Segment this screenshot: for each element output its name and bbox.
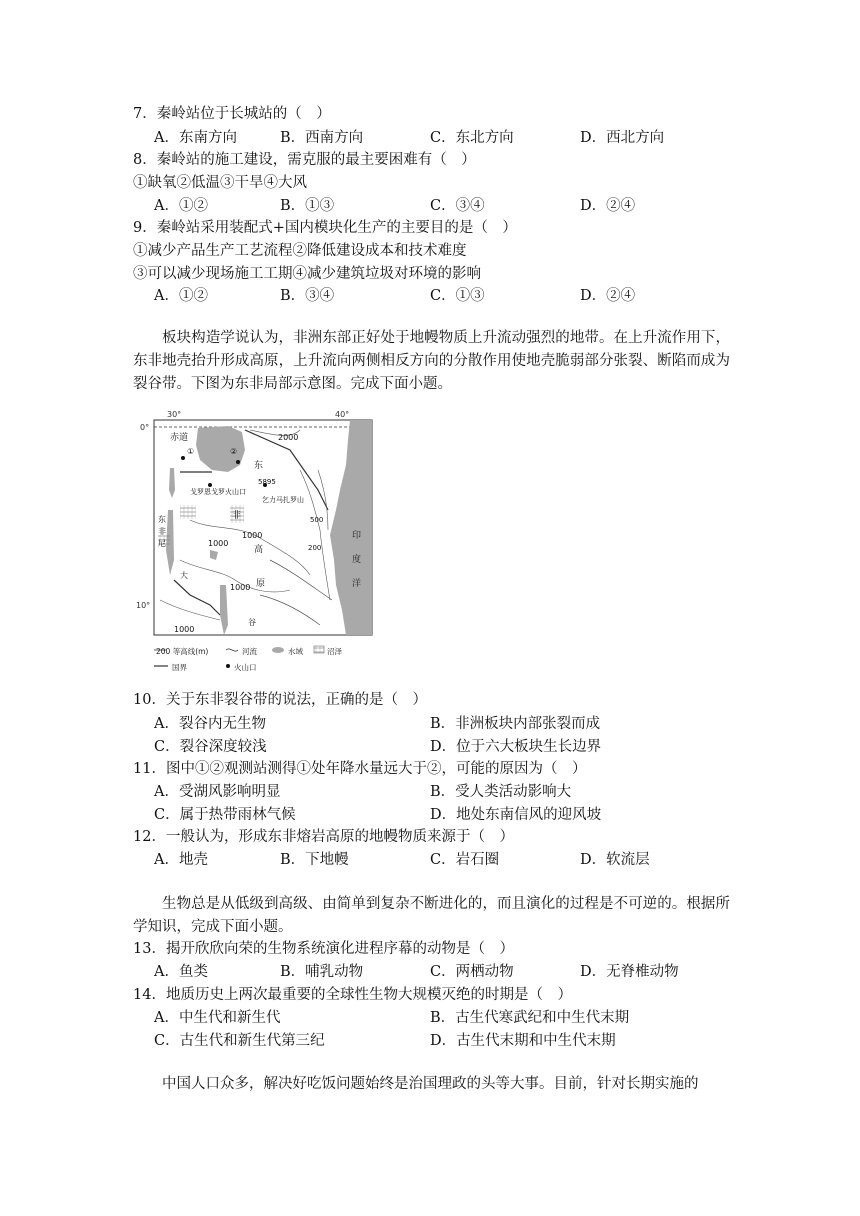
question-10-stem: 10．关于东非裂谷带的说法，正确的是（ ） [133,692,427,708]
q13-option-a: A．鱼类 [154,964,208,980]
east-africa-map [136,410,378,680]
volcano-ngorongoro-label: 戈罗恩戈罗火山口 [190,488,246,496]
question-9-stem: 9．秦岭站采用装配式+国内模块化生产的主要目的是（ ） [133,220,517,236]
q8-option-c: C．③④ [430,198,485,214]
q9-option-b: B．③④ [280,288,335,304]
q9-statements-2: ③可以减少现场施工工期④减少建筑垃圾对环境的影响 [133,266,481,282]
q11-option-b: B．受人类活动影响大 [430,784,572,800]
station-1-label: ① [187,447,195,456]
q9-option-a: A．①② [154,288,208,304]
q8-option-d: D．②④ [580,198,636,214]
legend-water: 水域 [288,647,303,656]
q11-option-c: C．属于热带雨林气候 [154,807,296,823]
legend-contour: 200 等高线(m) [156,647,209,656]
legend-swamp-symbol [314,646,324,653]
q7-option-c: C．东北方向 [430,130,514,146]
ocean-label-3: 洋 [352,579,362,589]
rift-label-5: 谷 [248,618,256,627]
legend-border: 国界 [172,663,187,672]
q9-option-c: C．①③ [430,288,485,304]
q7-option-d: D．西北方向 [580,130,665,146]
rift-label-4: 大 [180,571,188,580]
q13-option-b: B．哺乳动物 [280,964,364,980]
q12-option-a: A．地壳 [154,852,208,868]
q9-option-d: D．②④ [580,288,636,304]
question-13-stem: 13．揭开欣欣向荣的生物系统演化进程序幕的动物是（ ） [133,941,514,957]
plateau-label-fei: 非 [232,511,242,521]
equator-label: 赤道 [170,433,189,443]
contour-label-1000-b: 1000 [208,539,229,548]
legend-volcano-symbol [226,664,230,668]
q12-option-d: D．软流层 [580,852,650,868]
peak-height-label: 5895 [258,478,276,486]
contour-label-2000: 2000 [278,433,299,442]
question-7-stem: 7．秦岭站位于长城站的（ ） [133,106,331,122]
kilimanjaro-label: 乞力马扎罗山 [262,496,304,504]
plateau-label-dong: 东 [254,461,264,471]
legend-river-symbol [226,649,238,651]
rift-label-2: 非 [158,527,166,536]
plateau-label-yuan: 原 [256,579,266,589]
lon-label-40: 40° [335,410,350,419]
contour-label-200: 200 [308,544,322,552]
contour-label-1000-d: 1000 [174,625,195,634]
q13-option-c: C．两栖动物 [430,964,514,980]
station-2-label: ② [230,447,238,456]
question-14-stem: 14．地质历史上两次最重要的全球性生物大规模灭绝的时期是（ ） [133,987,572,1003]
passage-rift-valley: 板块构造学说认为，非洲东部正好处于地幔物质上升流动强烈的地带。在上升流作用下，东非地壳抬升形成高原，上升流向两侧相反方向的分散作用使地壳脆弱部分张裂、断陷而成为裂谷带。下图为东非局部示意图。完成下面小题。 [133,330,730,392]
lat-label-10: 10° [136,601,151,610]
q13-option-d: D．无脊椎动物 [580,964,679,980]
plateau-label-gao: 高 [254,545,264,555]
legend-volcano: 火山口 [234,663,257,672]
ocean-label-2: 度 [352,555,362,565]
q8-statements: ①缺氧②低温③干旱④大风 [133,175,307,191]
rift-label-1: 东 [158,515,166,524]
passage-food-security: 中国人口众多，解决好吃饭问题始终是治国理政的头等大事。目前，针对长期实施的 [162,1076,699,1092]
q14-option-d: D．古生代末期和中生代末期 [430,1033,616,1049]
station-1-marker [181,456,185,460]
q14-option-b: B．古生代寒武纪和中生代末期 [430,1010,630,1026]
q14-option-a: A．中生代和新生代 [154,1010,281,1026]
q14-option-c: C．古生代和新生代第三纪 [154,1033,325,1049]
legend-water-symbol [272,647,284,653]
volcano-ngorongoro-marker [208,483,212,487]
q10-option-a: A．裂谷内无生物 [154,716,266,732]
rift-label-3: 尼 [158,539,166,548]
q7-option-b: B．西南方向 [280,130,364,146]
q11-option-d: D．地处东南信风的迎风坡 [430,807,602,823]
lon-label-30: 30° [167,410,182,419]
passage-evolution: 生物总是从低级到高级、由简单到复杂不断进化的，而且演化的过程是不可逆的。根据所学知识，完成下面小题。 [133,896,730,935]
q9-statements-1: ①减少产品生产工艺流程②降低建设成本和技术难度 [133,243,467,259]
q8-option-b: B．①③ [280,198,335,214]
contour-label-1000-a: 1000 [242,531,263,540]
q12-option-b: B．下地幔 [280,852,349,868]
legend-river: 河流 [242,647,257,656]
question-8-stem: 8．秦岭站的施工建设，需克服的最主要困难有（ ） [133,152,476,168]
question-12-stem: 12．一般认为，形成东非熔岩高原的地幔物质来源于（ ） [133,829,514,845]
question-11-stem: 11．图中①②观测站测得①处年降水量远大于②，可能的原因为（ ） [133,761,587,777]
q11-option-a: A．受湖风影响明显 [154,784,281,800]
q10-option-c: C．裂谷深度较浅 [154,739,267,755]
lat-label-0: 0° [140,423,150,432]
q12-option-c: C．岩石圈 [430,852,500,868]
q7-option-a: A．东南方向 [154,130,237,146]
legend-swamp: 沼泽 [327,647,342,656]
contour-label-1000-c: 1000 [230,583,251,592]
q10-option-b: B．非洲板块内部张裂而成 [430,716,601,732]
q8-option-a: A．①② [154,198,208,214]
contour-label-500: 500 [310,516,324,524]
q10-option-d: D．位于六大板块生长边界 [430,739,602,755]
ocean-label-1: 印 [352,531,362,541]
station-2-marker [236,460,240,464]
swamp-1 [180,505,196,519]
